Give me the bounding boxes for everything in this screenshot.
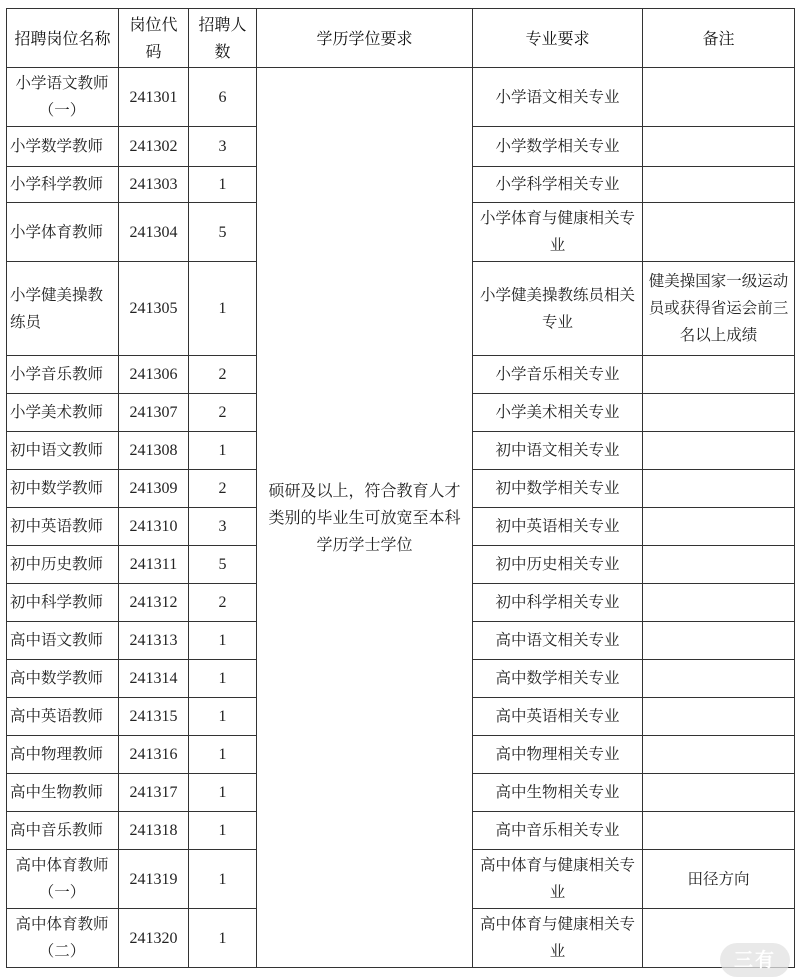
recruit-count-cell: 1 <box>189 812 257 850</box>
header-recruit-count: 招聘人数 <box>189 9 257 68</box>
position-name-cell: 高中语文教师 <box>7 622 119 660</box>
position-name-cell: 高中体育教师（二） <box>7 909 119 968</box>
position-code-cell: 241312 <box>119 584 189 622</box>
note-cell <box>643 167 795 203</box>
major-requirement-cell: 初中语文相关专业 <box>473 432 643 470</box>
position-name-cell: 高中数学教师 <box>7 660 119 698</box>
header-row <box>7 9 795 68</box>
position-code-cell: 241311 <box>119 546 189 584</box>
note-cell <box>643 812 795 850</box>
position-name-cell: 高中物理教师 <box>7 736 119 774</box>
recruit-count-cell: 1 <box>189 909 257 968</box>
watermark-logo: 三有 <box>720 943 790 977</box>
position-code-cell: 241305 <box>119 262 189 356</box>
recruit-count-cell: 1 <box>189 262 257 356</box>
recruit-count-cell: 2 <box>189 394 257 432</box>
recruit-count-cell: 2 <box>189 356 257 394</box>
recruit-count-cell: 2 <box>189 470 257 508</box>
position-name-cell: 小学健美操教练员 <box>7 262 119 356</box>
position-code-cell: 241309 <box>119 470 189 508</box>
table-row <box>7 68 795 127</box>
position-code-cell: 241303 <box>119 167 189 203</box>
position-name-cell: 高中英语教师 <box>7 698 119 736</box>
header-major-requirement: 专业要求 <box>473 9 643 68</box>
major-requirement-cell: 初中历史相关专业 <box>473 546 643 584</box>
note-cell <box>643 736 795 774</box>
recruit-count-cell: 1 <box>189 850 257 909</box>
major-requirement-cell: 初中英语相关专业 <box>473 508 643 546</box>
major-requirement-cell: 小学体育与健康相关专业 <box>473 203 643 262</box>
table-body <box>7 68 795 968</box>
note-cell <box>643 660 795 698</box>
header-position-name: 招聘岗位名称 <box>7 9 119 68</box>
recruit-count-cell: 1 <box>189 736 257 774</box>
note-cell <box>643 394 795 432</box>
recruit-count-cell: 1 <box>189 698 257 736</box>
recruit-count-cell: 5 <box>189 546 257 584</box>
position-name-cell: 高中体育教师（一） <box>7 850 119 909</box>
position-code-cell: 241316 <box>119 736 189 774</box>
major-requirement-cell: 高中英语相关专业 <box>473 698 643 736</box>
position-code-cell: 241317 <box>119 774 189 812</box>
header-note: 备注 <box>643 9 795 68</box>
major-requirement-cell: 高中生物相关专业 <box>473 774 643 812</box>
major-requirement-cell: 高中语文相关专业 <box>473 622 643 660</box>
major-requirement-cell: 小学语文相关专业 <box>473 68 643 127</box>
position-code-cell: 241304 <box>119 203 189 262</box>
major-requirement-cell: 高中数学相关专业 <box>473 660 643 698</box>
major-requirement-cell: 小学科学相关专业 <box>473 167 643 203</box>
position-code-cell: 241314 <box>119 660 189 698</box>
recruit-count-cell: 1 <box>189 622 257 660</box>
position-code-cell: 241306 <box>119 356 189 394</box>
recruit-count-cell: 1 <box>189 660 257 698</box>
major-requirement-cell: 高中体育与健康相关专业 <box>473 909 643 968</box>
position-name-cell: 初中英语教师 <box>7 508 119 546</box>
position-name-cell: 小学音乐教师 <box>7 356 119 394</box>
position-code-cell: 241315 <box>119 698 189 736</box>
major-requirement-cell: 小学音乐相关专业 <box>473 356 643 394</box>
header-degree-requirement: 学历学位要求 <box>257 9 473 68</box>
recruit-count-cell: 2 <box>189 584 257 622</box>
major-requirement-cell: 高中音乐相关专业 <box>473 812 643 850</box>
position-name-cell: 高中生物教师 <box>7 774 119 812</box>
degree-requirement-cell: 硕研及以上，符合教育人才类别的毕业生可放宽至本科学历学士学位 <box>257 68 473 968</box>
note-cell <box>643 698 795 736</box>
position-code-cell: 241313 <box>119 622 189 660</box>
recruit-count-cell: 5 <box>189 203 257 262</box>
position-code-cell: 241320 <box>119 909 189 968</box>
note-cell <box>643 774 795 812</box>
position-code-cell: 241310 <box>119 508 189 546</box>
position-code-cell: 241301 <box>119 68 189 127</box>
recruit-count-cell: 1 <box>189 432 257 470</box>
recruit-count-cell: 1 <box>189 774 257 812</box>
major-requirement-cell: 高中物理相关专业 <box>473 736 643 774</box>
note-cell <box>643 622 795 660</box>
recruit-count-cell: 3 <box>189 508 257 546</box>
major-requirement-cell: 高中体育与健康相关专业 <box>473 850 643 909</box>
position-name-cell: 小学语文教师（一） <box>7 68 119 127</box>
note-cell <box>643 432 795 470</box>
header-position-code: 岗位代码 <box>119 9 189 68</box>
recruit-count-cell: 3 <box>189 127 257 167</box>
position-code-cell: 241318 <box>119 812 189 850</box>
major-requirement-cell: 初中科学相关专业 <box>473 584 643 622</box>
major-requirement-cell: 小学健美操教练员相关专业 <box>473 262 643 356</box>
position-code-cell: 241308 <box>119 432 189 470</box>
note-cell <box>643 508 795 546</box>
note-cell <box>643 584 795 622</box>
position-name-cell: 小学科学教师 <box>7 167 119 203</box>
major-requirement-cell: 初中数学相关专业 <box>473 470 643 508</box>
note-cell <box>643 356 795 394</box>
note-cell <box>643 470 795 508</box>
position-name-cell: 小学美术教师 <box>7 394 119 432</box>
position-name-cell: 小学体育教师 <box>7 203 119 262</box>
recruit-count-cell: 6 <box>189 68 257 127</box>
position-code-cell: 241307 <box>119 394 189 432</box>
position-name-cell: 初中历史教师 <box>7 546 119 584</box>
position-name-cell: 高中音乐教师 <box>7 812 119 850</box>
major-requirement-cell: 小学数学相关专业 <box>473 127 643 167</box>
position-code-cell: 241319 <box>119 850 189 909</box>
recruit-count-cell: 1 <box>189 167 257 203</box>
position-name-cell: 初中科学教师 <box>7 584 119 622</box>
recruitment-table <box>6 8 795 968</box>
note-cell <box>643 127 795 167</box>
note-cell: 田径方向 <box>643 850 795 909</box>
note-cell <box>643 546 795 584</box>
position-code-cell: 241302 <box>119 127 189 167</box>
position-name-cell: 初中语文教师 <box>7 432 119 470</box>
position-name-cell: 初中数学教师 <box>7 470 119 508</box>
note-cell: 健美操国家一级运动员或获得省运会前三名以上成绩 <box>643 262 795 356</box>
position-name-cell: 小学数学教师 <box>7 127 119 167</box>
major-requirement-cell: 小学美术相关专业 <box>473 394 643 432</box>
note-cell <box>643 68 795 127</box>
note-cell <box>643 203 795 262</box>
